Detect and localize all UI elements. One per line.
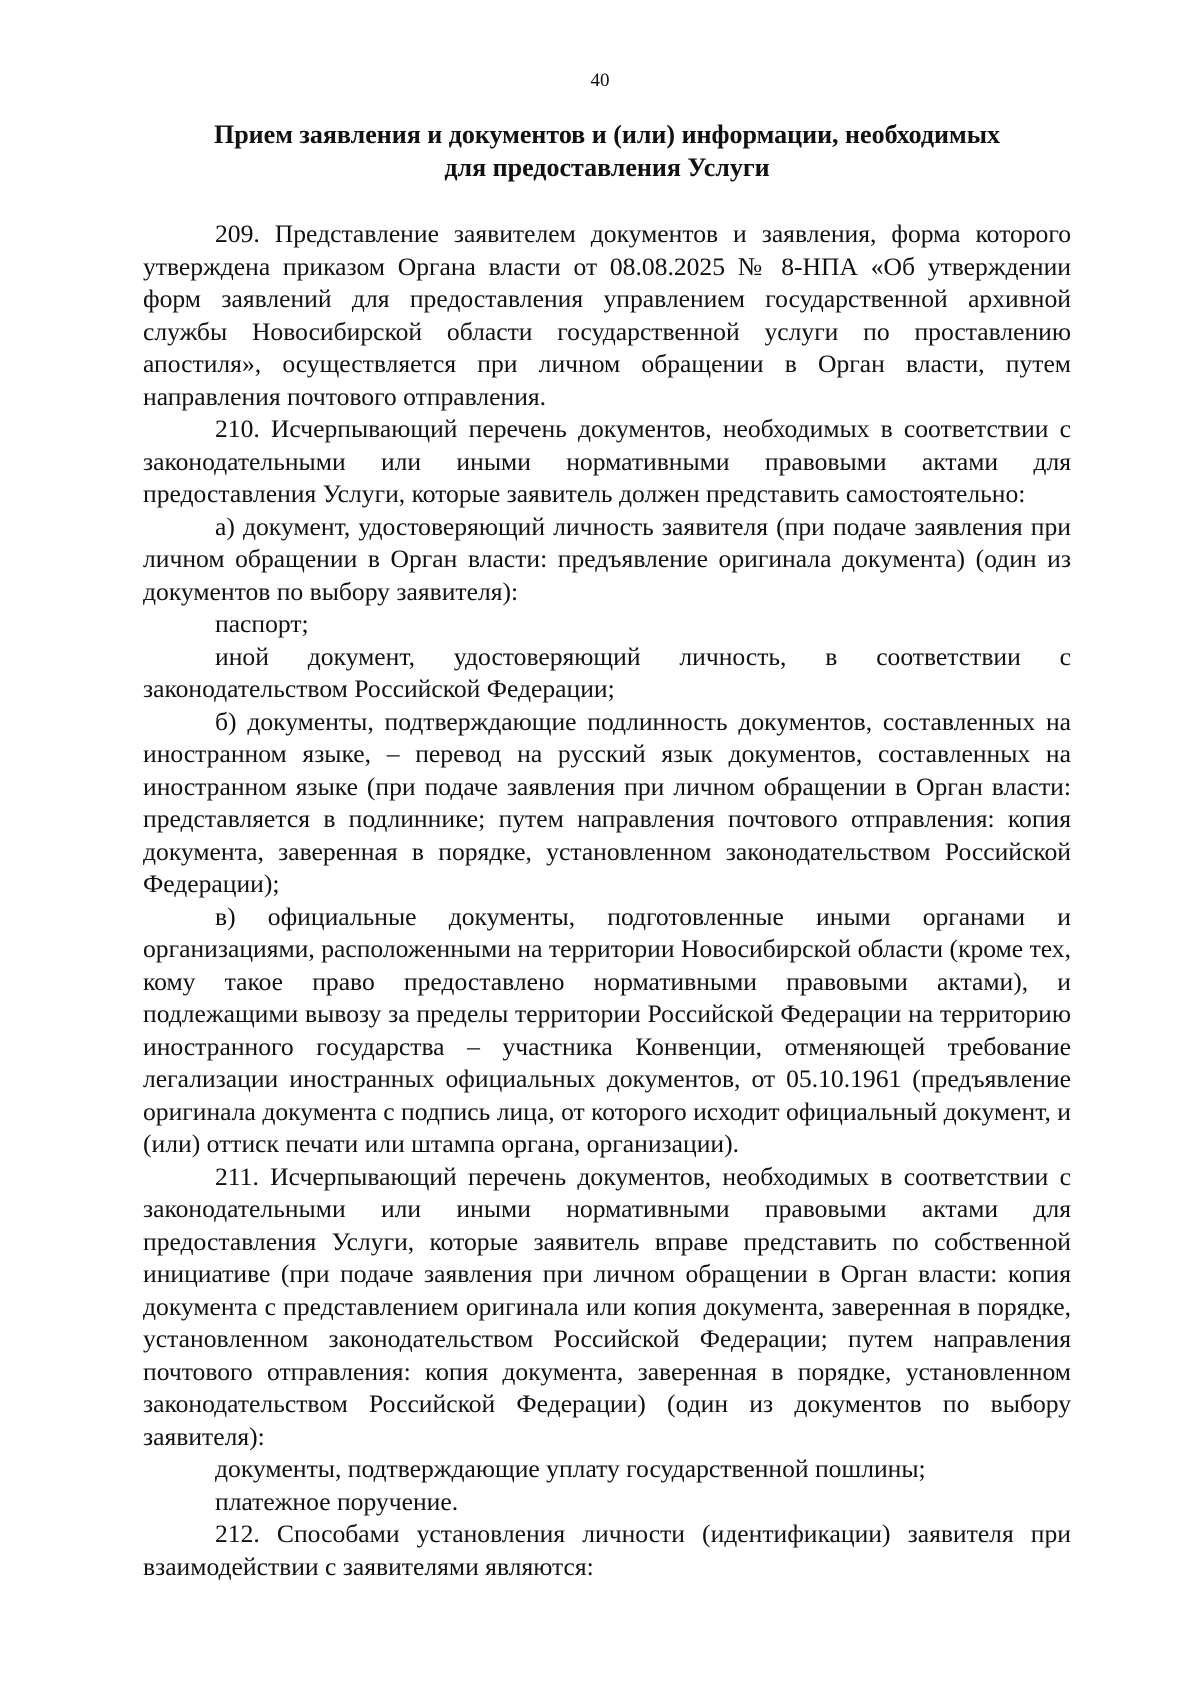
paragraph-210-a-passport: паспорт; xyxy=(215,609,309,638)
paragraph-210-a-other-id: иной документ, удостоверяющий личность, в соответствии с законодательством Российской Федерации; xyxy=(143,641,1071,703)
section-heading xyxy=(143,118,1071,184)
section-heading-line-2: для предоставления Услуги xyxy=(444,153,770,182)
paragraph-211: 211. Исчерпывающий перечень документов, необходимых в соответствии с законодательными или иными нормативными правовыми актами для предоставления Услуги, которые заявитель вправе представить по собственной инициативе (при подаче заявления при личном обращении в Орган власти: копия документа с представлением оригинала или копия документа, заверенная в порядке, установленном законодательством Российской Федерации; путем направления почтового отправления: копия документа, заверенная в порядке, установленном законодательством Российской Федерации) (один из документов по выбору заявителя): xyxy=(143,1161,1071,1451)
paragraph-210-b: б) документы, подтверждающие подлинность документов, составленных на иностранном языке, – перевод на русский язык документов, составленных на иностранном языке (при подаче заявления при личном обращении в Орган власти: представляется в подлиннике; путем направления почтового отправления: копия документа, заверенная в порядке, установленном законодательством Российской Федерации); xyxy=(143,706,1071,898)
document-body xyxy=(143,218,1071,1583)
paragraph-210: 210. Исчерпывающий перечень документов, необходимых в соответствии с законодательными или иными нормативными правовыми актами для предоставления Услуги, которые заявитель должен представить самостоятельно: xyxy=(143,414,1071,508)
section-heading-line-1: Прием заявления и документов и (или) информации, необходимых xyxy=(213,120,1000,149)
paragraph-211-fee-documents: документы, подтверждающие уплату государственной пошлины; xyxy=(215,1454,926,1483)
paragraph-210-a: а) документ, удостоверяющий личность заявителя (при подаче заявления при личном обращении в Орган власти: предъявление оригинала документа) (один из документов по выбору заявителя): xyxy=(143,511,1071,606)
paragraph-209: 209. Представление заявителем документов и заявления, форма которого утверждена приказом Органа власти от 08.08.2025 № 8-НПА «Об утверждении форм заявлений для предоставления управлением государственной архивной службы Новосибирской области государственной услуги по проставлению апостиля», осуществляется при личном обращении в Орган власти, путем направления почтового отправления. xyxy=(143,219,1071,411)
paragraph-210-v: в) официальные документы, подготовленные иными органами и организациями, расположенными на территории Новосибирской области (кроме тех, кому такое право предоставлено нормативными правовыми актами), и подлежащими вывозу за пределы территории Российской Федерации на территорию иностранного государства – участника Конвенции, отменяющей требование легализации иностранных официальных документов, от 05.10.1961 (предъявление оригинала документа с подпись лица, от которого исходит официальный документ, и (или) оттиск печати или штампа органа, организации). xyxy=(143,901,1071,1158)
paragraph-212: 212. Способами установления личности (идентификации) заявителя при взаимодействии с заявителями являются: xyxy=(143,1519,1071,1581)
page-number: 40 xyxy=(590,70,610,91)
paragraph-211-payment-order: платежное поручение. xyxy=(215,1486,459,1516)
